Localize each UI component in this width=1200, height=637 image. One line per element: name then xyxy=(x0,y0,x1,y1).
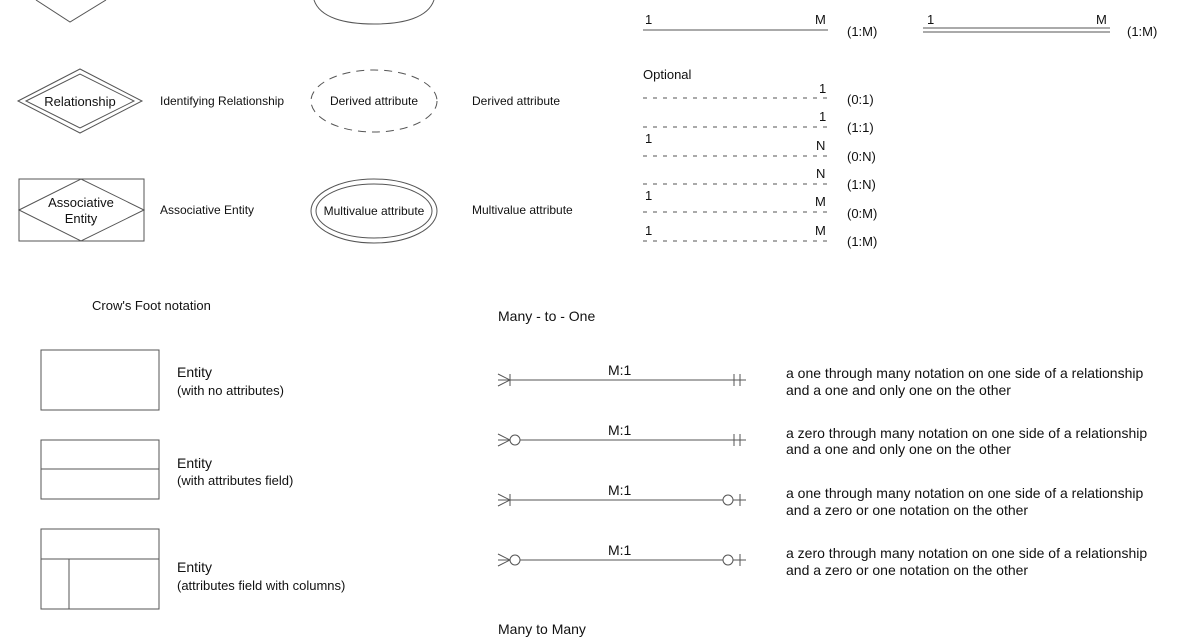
entity-title: Entity xyxy=(177,455,213,471)
relationship-desc-line1: a one through many notation on one side of a relationship xyxy=(786,365,1144,381)
cardinality-right: N xyxy=(816,138,826,153)
crows-foot-heading: Crow's Foot notation xyxy=(92,298,211,313)
associative-entity-desc: Associative Entity xyxy=(160,203,255,217)
entity-note: (attributes field with columns) xyxy=(177,578,346,593)
relationship-desc-line2: and a zero or one notation on the other xyxy=(786,562,1029,578)
cardinality-right: M xyxy=(815,223,826,238)
associative-entity-diamond xyxy=(19,179,144,241)
associative-entity-box xyxy=(19,179,144,241)
cutoff-relationship-diamond xyxy=(36,0,106,22)
cardinality-right: M xyxy=(1096,12,1107,27)
cardinality-ratio: (0:N) xyxy=(847,149,876,164)
cardinality-ratio: (1:M) xyxy=(1127,24,1158,39)
many-to-many-heading: Many to Many xyxy=(498,621,586,637)
relationship-desc-line2: and a one and only one on the other xyxy=(786,441,1011,457)
identifying-relationship-label: Relationship xyxy=(44,94,116,109)
derived-attribute-desc: Derived attribute xyxy=(472,94,561,108)
cardinality-right: N xyxy=(816,166,826,181)
cardinality-left: 1 xyxy=(645,223,653,238)
relationship-desc-line1: a zero through many notation on one side of a relationship xyxy=(786,425,1148,441)
relationship-desc-line2: and a zero or one notation on the other xyxy=(786,502,1029,518)
cardinality-ratio: (1:N) xyxy=(847,177,876,192)
cardinality-left: 1 xyxy=(927,12,935,27)
optional-heading: Optional xyxy=(643,67,692,82)
relationship-desc-line1: a one through many notation on one side of a relationship xyxy=(786,485,1144,501)
multivalue-attribute-desc: Multivalue attribute xyxy=(472,203,573,217)
entity-box-no-attributes xyxy=(41,350,159,410)
cardinality-ratio: (1:M) xyxy=(847,24,878,39)
associative-entity-label-line2: Entity xyxy=(64,211,98,226)
relationship-desc-line2: and a one and only one on the other xyxy=(786,382,1011,398)
entity-note: (with no attributes) xyxy=(177,383,284,398)
cardinality-ratio: (0:M) xyxy=(847,206,878,221)
entity-box-columns xyxy=(41,529,159,609)
relationship-desc-line1: a zero through many notation on one side of a relationship xyxy=(786,545,1148,561)
many-to-one-heading: Many - to - One xyxy=(498,308,596,324)
entity-title: Entity xyxy=(177,559,213,575)
cardinality-left: 1 xyxy=(645,12,653,27)
cardinality-ratio: (1:1) xyxy=(847,120,874,135)
cardinality-right: M xyxy=(815,194,826,209)
relationship-label: M:1 xyxy=(608,482,632,498)
cardinality-right: M xyxy=(815,12,826,27)
associative-entity-label-line1: Associative xyxy=(48,195,114,210)
relationship-label: M:1 xyxy=(608,422,632,438)
relationship-label: M:1 xyxy=(608,542,632,558)
cardinality-left: 1 xyxy=(645,188,653,203)
cardinality-left: 1 xyxy=(645,131,653,146)
cardinality-right: 1 xyxy=(819,81,827,96)
cardinality-ratio: (1:M) xyxy=(847,234,878,249)
entity-note: (with attributes field) xyxy=(177,473,294,488)
cardinality-ratio: (0:1) xyxy=(847,92,874,107)
cutoff-attribute-ellipse xyxy=(314,0,434,24)
derived-attribute-label: Derived attribute xyxy=(329,94,419,108)
relationship-label: M:1 xyxy=(608,362,632,378)
cardinality-right: 1 xyxy=(819,109,827,124)
identifying-relationship-desc: Identifying Relationship xyxy=(160,94,285,108)
entity-title: Entity xyxy=(177,364,213,380)
multivalue-attribute-label: Multivalue attribute xyxy=(323,204,425,218)
